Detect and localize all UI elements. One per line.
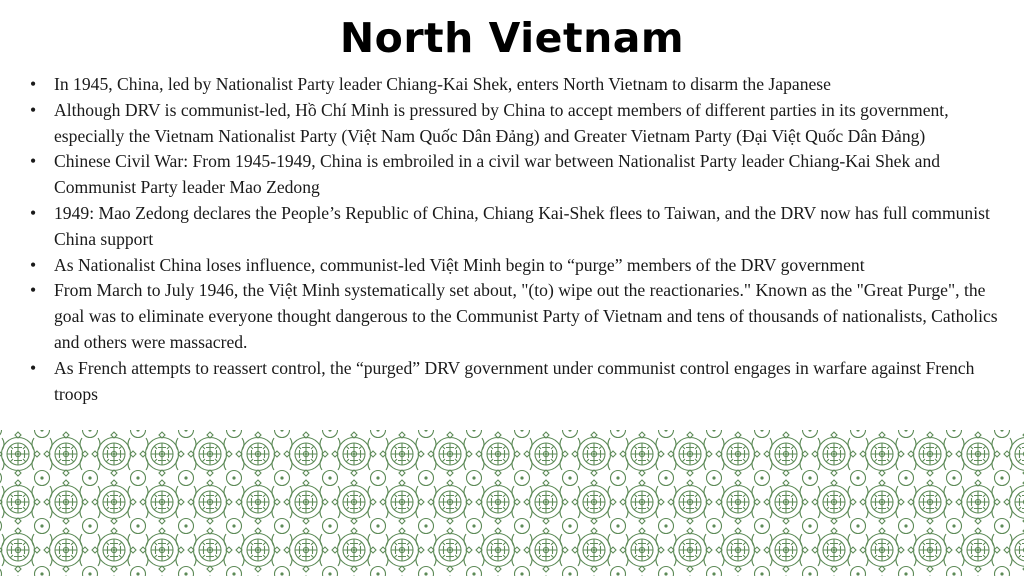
bullet-item	[28, 356, 1000, 408]
ornamental-lattice-pattern-icon	[0, 430, 1024, 576]
bullet-list	[28, 72, 1000, 407]
bullet-text: From March to July 1946, the Việt Minh systematically set about, "(to) wipe out the reactionaries." Known as the "Great Purge", the goal was to eliminate everyone thought dangerous to the Communist Party of Vietnam and tens of thousands of nationalists, Catholics and others were massacred.	[54, 280, 998, 352]
bullet-item	[28, 98, 1000, 150]
bullet-icon: •	[30, 74, 37, 94]
bullet-item	[28, 72, 1000, 98]
bullet-icon: •	[30, 254, 37, 275]
bullet-item	[28, 278, 1000, 355]
bullet-text: 1949: Mao Zedong declares the People’s Republic of China, Chiang Kai-Shek flees to Taiwan, and the DRV now has full communist China support	[54, 202, 990, 249]
slide-title: North Vietnam	[339, 14, 685, 62]
bullet-icon: •	[30, 280, 37, 301]
bullet-item	[28, 201, 1000, 253]
bullet-text: Chinese Civil War: From 1945-1949, China is embroiled in a civil war between Nationalist Party leader Chiang-Kai Shek and Communist Party leader Mao Zedong	[54, 151, 941, 198]
bullet-icon: •	[30, 202, 37, 223]
bullet-text: As Nationalist China loses influence, communist-led Việt Minh begin to “purge” members of the DRV government	[54, 254, 865, 275]
bullet-icon: •	[30, 357, 37, 378]
bullet-text: As French attempts to reassert control, the “purged” DRV government under communist control engages in warfare against French troops	[54, 357, 975, 404]
bullet-icon: •	[30, 151, 37, 172]
bullet-item	[28, 253, 1000, 279]
bullet-text: Although DRV is communist-led, Hồ Chí Minh is pressured by China to accept members of different parties in its government, especially the Vietnam Nationalist Party (Việt Nam Quốc Dân Đảng) and Greater Vietnam Party (Đại Việt Quốc Dân Đảng)	[54, 99, 949, 146]
bullet-icon: •	[30, 99, 37, 120]
bullet-text: In 1945, China, led by Nationalist Party leader Chiang-Kai Shek, enters North Vietnam to disarm the Japanese	[54, 74, 831, 94]
bullet-item	[28, 149, 1000, 201]
